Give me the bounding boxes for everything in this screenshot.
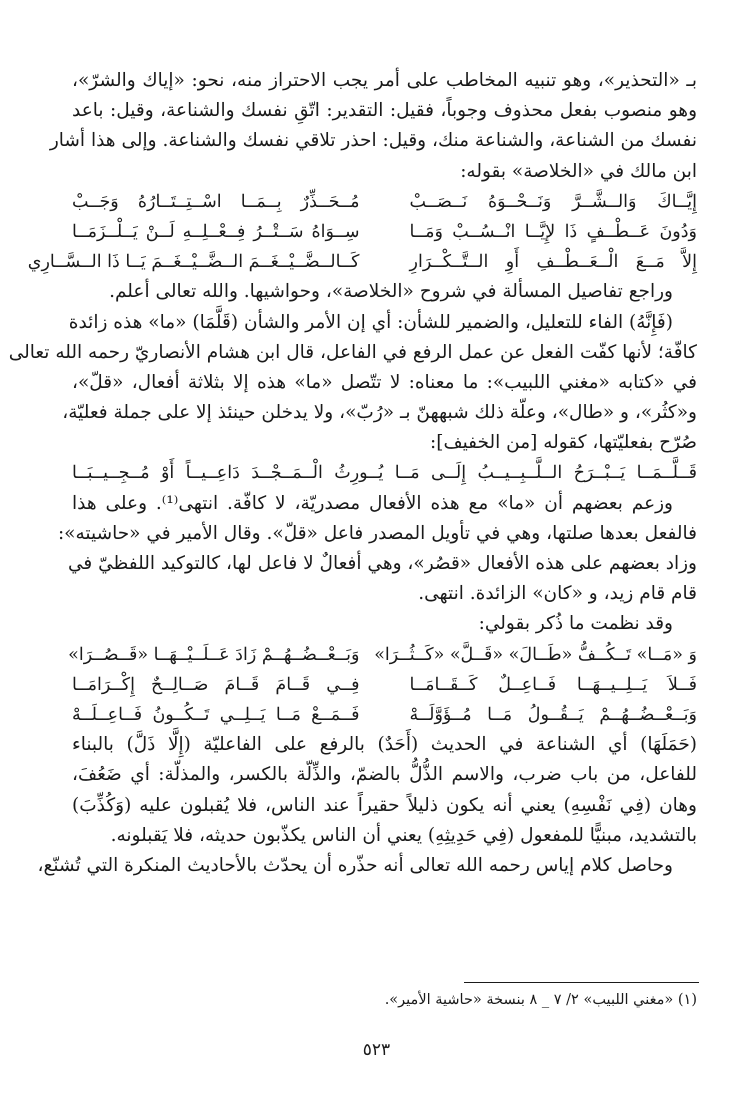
text-line: قام قام زيد، و «كان» الزائدة. انتهى.	[418, 583, 697, 605]
text-line: بالتشديد، مبنيًّا للمفعول (فِي حَدِيثِهِ) يعني أن الناس يكذّبون حديثه، فلا يَقبلونه.	[110, 824, 697, 846]
verse-full: قَــلَّــمَــا يَــبْــرَحُ الــلَّــبِــيــبُ إِلَــى مَــا يُــورِثُ الْــمَــجْــدَ دَاعِــيــاً أَوْ مُــجِــيــبَــا	[72, 463, 697, 484]
text-line: فالفعل بعدها صلتها، وهي في تأويل المصدر فاعل «قلّ». وقال الأمير في «حاشيته»:	[57, 522, 697, 544]
verse-second-hemistich: مُــحَــذِّرٌ بِــمَــا اسْــتِــتَــارُهُ وَجَــبْ	[72, 191, 360, 212]
verse-second-hemistich: وَبَــعْــضُــهُــمْ زَادَ عَــلَــيْــهَــا «قَــصُــرَا»	[68, 644, 360, 665]
verse-line	[72, 217, 697, 247]
text-line: (فَإِنَّهُ) الفاء للتعليل، والضمير للشأن: أي إن الأمر والشأن (قَلَّمَا) «ما» هذه زائدة	[68, 311, 673, 333]
verse-line	[72, 187, 697, 217]
page-body	[8, 66, 697, 881]
verse-line	[68, 640, 697, 670]
verse-first-hemistich: فَــلاَ يَــلِــيــهَــا فَــاعِــلٌ كَــقَــامَــا	[409, 674, 697, 695]
text-line: وقد نظمت ما ذُكر بقولي:	[478, 613, 673, 635]
text-line: (حَمَلَهَا) أي الشناعة في الحديث (أَحَدٌ) بالرفع على الفاعليّة (إِلَّا ذَلَّ) بالبناء	[72, 734, 697, 756]
verse-line	[72, 700, 697, 730]
text-line: وزاد بعضهم على هذه الأفعال «قصُر»، وهي أفعالٌ لا فاعل لها، كالتوكيد اللفظيّ في	[67, 553, 697, 574]
verse-second-hemistich: سِــوَاهُ سَــتْــرُ فِــعْــلِــهِ لَــنْ يَــلْــزَمَــا	[72, 221, 360, 242]
text-line: وهو منصوب بفعل محذوف وجوباً، فقيل: التقدير: اتّقِ نفسك والشناعة، وقيل: باعد	[72, 100, 697, 122]
verse-second-hemistich: كَــالــضَّــيْــغَــمَ الــضَّــيْــغَــمَ يَــا ذَا الــسَّــارِي	[27, 252, 360, 273]
text-line: وزعم بعضهم أن «ما» مع هذه الأفعال مصدريّة، لا كافّة. انتهى⁽¹⁾. وعلى هذا	[72, 492, 673, 514]
verse-first-hemistich: وَبَــعْــضُــهُــمْ يَــقُــولُ مَــا مُــؤَوَّلَــهْ	[409, 704, 697, 725]
text-line: بـ «التحذير»، وهو تنبيه المخاطب على أمر يجب الاحتراز منه، نحو: «إياك والشرّ»،	[72, 70, 697, 91]
footnote-divider	[464, 982, 699, 983]
text-line: وحاصل كلام إياس رحمه الله تعالى أنه حذّره أن يحدّث بالأحاديث المنكرة التي تُشنّع،	[37, 854, 673, 876]
verse-line	[72, 670, 697, 700]
text-line: نفسك من الشناعة، والشناعة منك، وقيل: احذر تلاقي نفسك والشناعة. وإلى هذا أشار	[49, 130, 697, 152]
page-number: ٥٢٣	[362, 1040, 391, 1060]
text-line: كافّة؛ لأنها كفّت الفعل عن عمل الرفع في الفاعل، قال ابن هشام الأنصاريّ رحمه الله تعالى	[8, 341, 697, 363]
footnote: (١) «مغني اللبيب» ٢/ ٧ _ ٨ بنسخة «حاشية الأمير».	[384, 992, 697, 1008]
text-line: وراجع تفاصيل المسألة في شروح «الخلاصة»، وحواشيها. والله تعالى أعلم.	[109, 281, 673, 303]
text-line: وهان (فِي نَفْسِهِ) يعني أنه يكون ذليلاً حقيراً عند الناس، فلا يُقبلون عليه (وَكُذِّبَ)	[72, 794, 697, 816]
verse-second-hemistich: فِــي قَــامَ قَــامَ صَــالِــحٌ إِكْــرَامَــا	[72, 674, 360, 695]
text-line: في «كتابه «مغني اللبيب»: ما معناه: لا تتّصل «ما» هذه إلا بثلاثة أفعال، «قلّ»،	[72, 371, 697, 393]
verse-second-hemistich: فَــمَــعْ مَــا يَــلِــي تَــكُــونُ فَــاعِــلَــهْ	[72, 704, 360, 725]
text-line: و«كثُر»، و «طال»، وعلّة ذلك شبههنّ بـ «رُبّ»، ولا يدخلن حينئذ إلا على جملة فعليّة،	[62, 402, 697, 424]
verse-line	[72, 458, 697, 488]
text-line: للفاعل، من باب ضرب، والاسم الذُّلُّ بالضمّ، والذِّلّة بالكسر، والمذلّة: أي ضَعُفَ،	[72, 764, 697, 786]
verse-first-hemistich: وَدُونَ عَــطْــفٍ ذَا لإِيَّــا انْــسُــبْ وَمَــا	[409, 221, 697, 242]
verse-first-hemistich: إِلاَّ مَــعَ الْــعَــطْــفِ أَوِ الــتَّــكْــرَارِ	[409, 252, 697, 273]
verse-line	[27, 247, 697, 277]
verse-first-hemistich: إِيَّــاكَ وَالــشَّــرَّ وَنَــحْــوَهُ نَــصَــبْ	[409, 191, 697, 212]
text-line: ابن مالك في «الخلاصة» بقوله:	[460, 160, 697, 182]
text-line: صُرّح بفعليّتها، كقوله [من الخفيف]:	[430, 432, 697, 454]
verse-first-hemistich: وَ «مَــا» تَــكُــفُّ «طَــالَ» «قَــلَّ» «كَــثُــرَا»	[374, 644, 697, 665]
